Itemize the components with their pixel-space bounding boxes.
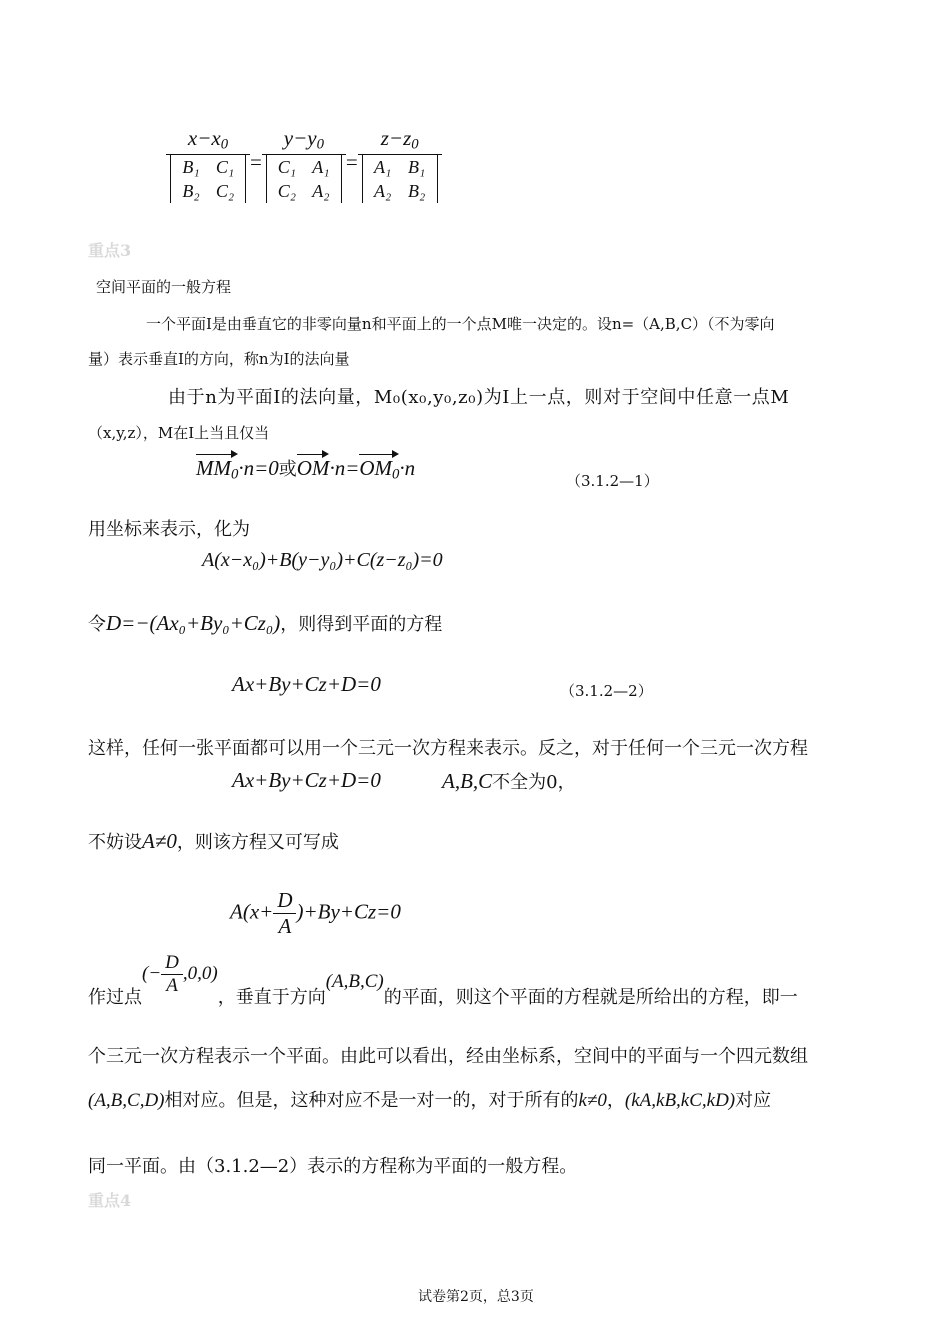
fraction-d-over-a: $\frac{D}{A}$ [273,888,296,939]
determinant-2: C₁ A₁ C₂ A₂ [266,155,342,203]
equation-label-1: （3.1.2—1） [566,472,659,490]
paragraph-1-line-1: 一个平面Ⅰ是由垂直它的非零向量n和平面上的一个点M唯一决定的。设n=（A,B,C）（不为零向 [146,315,775,333]
fraction-x: $x-x_0$ B₁ C₁ B₂ C₂ [166,126,250,203]
line-equation: $x-x_0$ B₁ C₁ B₂ C₂ = $y-y_0$ C₁ A₁ C₂ A₂ = $z-z_0$ A₁ B₁ A₂ B₂ [166,126,442,203]
determinant-3: A₁ B₁ A₂ B₂ [362,155,438,203]
paragraph-2-line-2: （x,y,z），M在Ⅰ上当且仅当 [88,424,270,442]
heading-key-point-3: 重点3 [88,241,132,260]
heading-key-point-4: 重点4 [88,1191,132,1210]
page-footer: 试卷第2页，总3页 [418,1289,534,1305]
vector-om0: $OM_0$ [359,456,400,483]
equation-label-2: （3.1.2—2） [560,682,653,700]
let-d-line: 令D=−(Ax₀+By₀+Cz₀)，则得到平面的方程 [88,611,443,635]
point-expression: (− $\frac{D}{A}$ ,0,0) [142,952,218,996]
rewritten-equation: A(x+ $\frac{D}{A}$ )+By+Cz=0 [230,888,401,938]
vector-mm0: $MM_0$ [196,456,239,483]
paragraph-5: 个三元一次方程表示一个平面。由此可以看出，经由坐标系，空间中的平面与一个四元数组 [88,1046,808,1067]
paragraph-3: 这样，任何一张平面都可以用一个三元一次方程来表示。反之，对于任何一个三元一次方程 [88,738,808,759]
paragraph-1-line-2: 量）表示垂直Ⅰ的方向，称n为Ⅰ的法向量 [88,350,350,368]
determinant-1: B₁ C₁ B₂ C₂ [170,155,246,203]
paragraph-2-line-1: 由于n为平面Ⅰ的法向量，M₀(x₀,y₀,z₀)为Ⅰ上一点，则对于空间中任意一点M [168,387,790,408]
assume-line: 不妨设A≠0，则该方程又可写成 [88,829,339,853]
coordinate-equation: A(x−x₀)+B(y−y₀)+C(z−z₀)=0 [202,549,443,571]
paragraph-6: (A,B,C,D)相对应。但是，这种对应不是一对一的，对于所有的k≠0，(kA,kB,kC,kD)对应 [88,1090,772,1111]
coordinate-intro: 用坐标来表示，化为 [88,519,250,540]
fraction-y: $y-y_0$ C₁ A₁ C₂ A₂ [262,126,346,203]
general-equation: Ax+By+Cz+D=0 [232,672,381,696]
paragraph-4: 作过点(− $\frac{D}{A}$ ,0,0)，垂直于方向(A,B,C)的平面，则这个平面的方程就是所给出的方程，即一 [88,952,798,1008]
fraction-z: $z-z_0$ A₁ B₁ A₂ B₂ [358,126,442,203]
coefficients-line: A,B,C不全为0， [442,769,576,793]
vector-equation: $MM_0\cdot n=0$或$OM\cdot n=OM_0\cdot n$ [196,456,416,483]
equation-3: Ax+By+Cz+D=0 [232,768,381,792]
vector-om: OM [296,456,330,480]
paragraph-7: 同一平面。由（3.1.2—2）表示的方程称为平面的一般方程。 [88,1156,578,1177]
section-title: 空间平面的一般方程 [96,278,232,296]
